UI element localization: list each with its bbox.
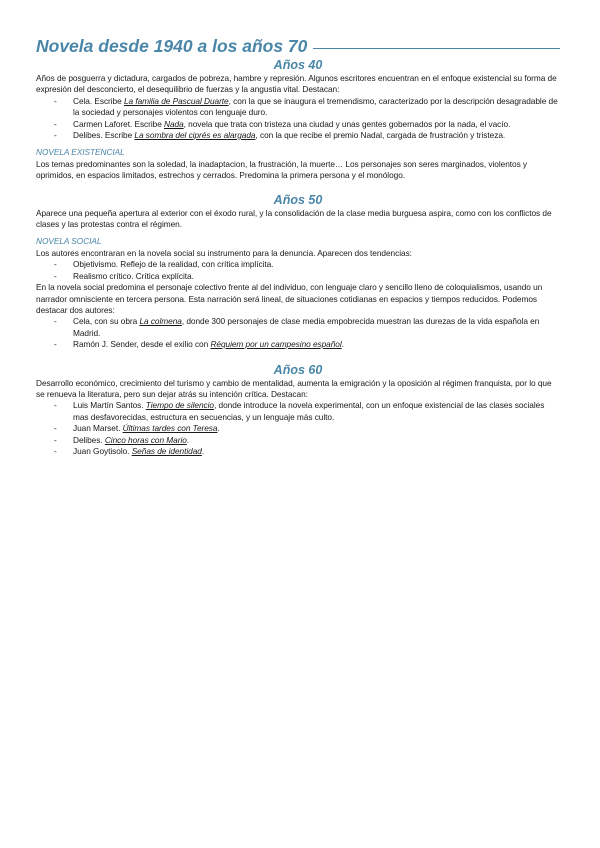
section-intro-40: Años de posguerra y dictadura, cargados de pobreza, hambre y represión. Algunos escritores encuentran en el enfoque existencial su forma de expresión del desconcierto, el desequilibrio de fuerzas y la angustia vital. Destacan: [36, 73, 557, 95]
item-text: , donde introduce la novela experimental, con un enfoque existencial de las clases sociales mas desfavorecidas, estructura en secuencias, y un lenguaje más culto. [73, 400, 545, 422]
list-item [36, 119, 560, 130]
bullet-dash: - [54, 339, 57, 350]
list-item [36, 339, 560, 350]
list-item [36, 400, 560, 423]
work-title: La colmena [139, 316, 182, 327]
work-title: Réquiem por un campesino español [210, 339, 342, 350]
title-rule [313, 48, 560, 49]
section-heading-40: Años 40 [273, 58, 323, 72]
subheading-novela-social: NOVELA SOCIAL [36, 236, 102, 247]
bullet-dash: - [54, 423, 57, 434]
section-intro-50: Aparece una pequeña apertura al exterior con el éxodo rural, y la consolidación de la clase media burguesa aspira, como con los conflictos de clases y las protestas contra el régimen. [36, 207, 552, 230]
list-item [36, 259, 560, 270]
item-text: Juan Marset. [73, 423, 123, 434]
item-text: Luis Martín Santos. [73, 400, 146, 411]
bullet-dash: - [54, 259, 57, 270]
subheading-novela-existencial: NOVELA EXISTENCIAL [36, 147, 125, 158]
bullet-dash: - [54, 130, 57, 141]
item-text: . [201, 445, 205, 456]
bullet-dash: - [54, 118, 57, 129]
bullet-dash: - [54, 445, 57, 456]
author-list-40 [36, 96, 560, 142]
bullet-dash: - [54, 95, 57, 106]
page-title: Novela desde 1940 a los años 70 [36, 36, 308, 56]
item-text: Delibes. [73, 434, 105, 445]
work-title: Tiempo de silencio [145, 400, 214, 411]
section-body-50-b: En la novela social predomina el personaje colectivo frente al del individuo, con lenguaje claro y sencillo lleno de coloquialismos, usando un narrador omnisciente en tercera persona. Esta narración será lineal, de situaciones cotidianas en espacios y tiempos reducidos. Podemos destacar dos autores: [36, 282, 543, 315]
author-list-60 [36, 400, 560, 457]
item-text: Carmen Laforet. Escribe [73, 118, 165, 129]
item-text: Realismo crítico. Crítica explícita. [73, 270, 194, 281]
item-text: Juan Goytisolo. [73, 445, 132, 456]
section-heading-50: Años 50 [273, 192, 323, 207]
list-item [36, 435, 560, 446]
bullet-dash: - [54, 400, 57, 411]
list-item [36, 423, 560, 434]
work-title: La sombra del ciprés es alargada [134, 130, 256, 141]
author-list-50 [36, 316, 560, 350]
item-text: . [186, 434, 190, 445]
section-body-40: Los temas predominantes son la soledad, la inadaptacion, la frustración, la muerte… Los personajes son seres marginados, violentos y oprimidos, en espacios limitados, estrechos y cerrados. Predomina la primera persona y el monólogo. [36, 158, 528, 181]
item-text: . [341, 339, 344, 350]
bullet-dash: - [54, 316, 57, 327]
item-text: Cela, con su obra [73, 316, 140, 327]
title-row [36, 36, 560, 57]
section-body-50-a: Los autores encontraran en la novela social su instrumento para la denuncia. Aparecen dos tendencias: [36, 247, 412, 258]
work-title: Señas de identidad [131, 445, 202, 456]
section-intro-60: Desarrollo económico, crecimiento del turismo y cambio de mentalidad, aumenta la emigración y la oposición al régimen franquista, por lo que se renueva la literatura, pero sun dejar atrás su intención crítica. Destacan: [36, 377, 552, 399]
item-text: . [217, 423, 220, 434]
list-item [36, 96, 560, 119]
tendency-list [36, 259, 560, 282]
work-title: La familia de Pascual Duarte [123, 95, 229, 106]
list-item [36, 446, 560, 457]
item-text: , novela que trata con tristeza una ciudad y unas gentes gobernados por la nada, el vacío. [183, 118, 511, 129]
item-text: Cela. Escribe [73, 95, 124, 106]
list-item [36, 130, 560, 141]
bullet-dash: - [54, 270, 57, 281]
item-text: , donde 300 personajes de clase media empobrecida muestran las durezas de la vida española en Madrid. [73, 316, 540, 338]
list-item [36, 316, 560, 339]
section-heading-60: Años 60 [273, 362, 323, 377]
item-text: Objetivismo. Reflejo de la realidad, con crítica implícita. [73, 259, 274, 270]
item-text: Ramón J. Sender, desde el exilio con [73, 339, 211, 350]
item-text: , con la que recibe el premio Nadal, cargada de frustración y tristeza. [255, 130, 506, 141]
work-title: Cinco horas con Mario [104, 434, 187, 445]
bullet-dash: - [54, 434, 57, 445]
work-title: Nada [164, 118, 184, 129]
item-text: Delibes. Escribe [73, 130, 135, 141]
list-item [36, 271, 560, 282]
work-title: Últimas tardes con Teresa [122, 423, 218, 434]
item-text: , con la que se inaugura el tremendismo, caracterizado por la descripción desagradable de la sociedad y personajes violentos con lenguaje duro. [73, 95, 558, 118]
